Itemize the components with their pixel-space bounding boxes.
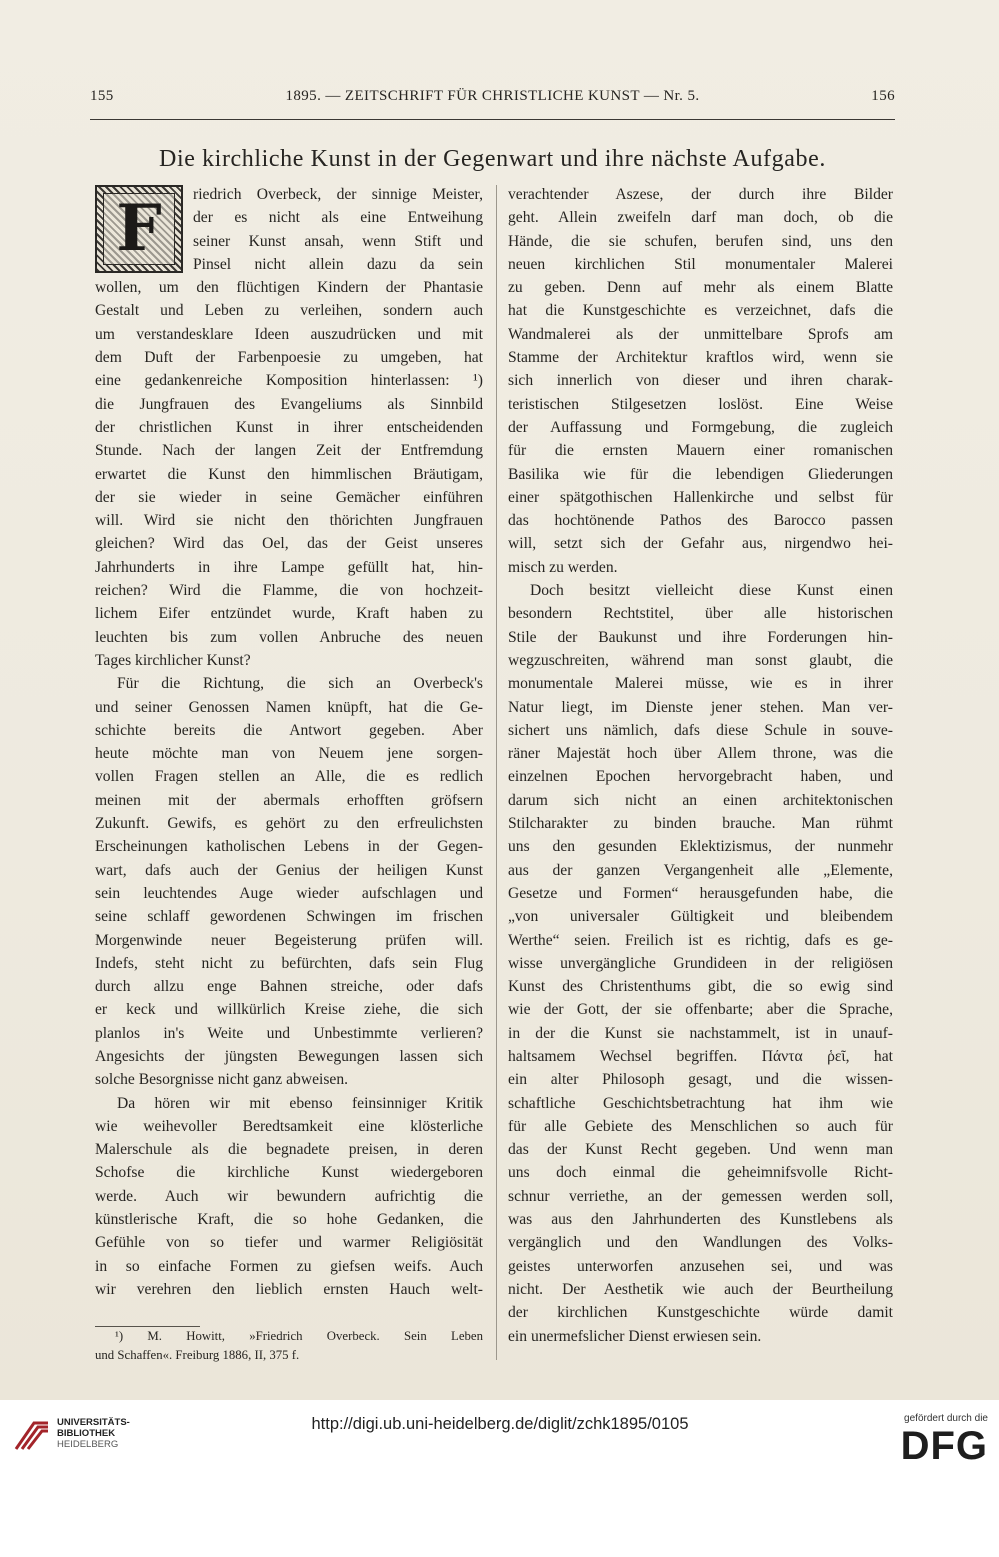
footnote-line: ¹) M. Howitt, »Friedrich Overbeck. Sein Leben — [115, 1329, 483, 1343]
text-line: um verstandesklare Ideen auszudrücken und mit — [95, 325, 483, 343]
text-line: künstlerische Kraft, die so hohe Gedanken, die — [95, 1211, 483, 1229]
text-line: Hände, die sie schufen, berufen sind, uns den — [508, 232, 893, 250]
text-line: der kirchlichen Kunstgeschichte würde damit — [508, 1304, 893, 1322]
article-title: Die kirchliche Kunst in der Gegenwart und ihre nächste Aufgabe. — [159, 146, 826, 172]
viewer-footer — [0, 1400, 999, 1557]
text-line: wart, dafs auch der Genius der heiligen Kunst — [95, 861, 483, 879]
text-line: hat die Kunstgeschichte es verzeichnet, dafs die — [508, 302, 893, 320]
text-line: sichert uns nämlich, dafs diese Schule in souve- — [508, 721, 893, 739]
text-line: misch zu werden. — [508, 558, 618, 576]
text-line: planlos in's Weite und Unbestimmte verlieren? — [95, 1024, 483, 1042]
text-line: Jahrhunderts in ihre Lampe gefüllt hat, hin- — [95, 558, 483, 576]
text-line: Zukunft. Gewifs, es gehört zu den erfreulichsten — [95, 815, 483, 833]
text-line: vollen Fragen stellen an Alle, die es redlich — [95, 768, 483, 786]
text-line: Basilika wie für die lebendigen Gliederungen — [508, 465, 893, 483]
text-line: zu geben. Denn auf mehr als einem Blatte — [508, 279, 893, 297]
drop-cap-letter: F — [116, 191, 162, 266]
text-line: Pinsel nicht allein dazu da sein — [193, 255, 483, 273]
text-line: ein alter Philosoph gesagt, und die wissen- — [508, 1071, 893, 1089]
running-head — [90, 88, 895, 108]
text-line: uns den gesunden Eklektizismus, der nunmehr — [508, 838, 893, 856]
text-line: vergänglich und den Wandlungen des Volks- — [508, 1234, 893, 1252]
text-line: wir verehren den lieblich ernsten Hauch welt- — [95, 1280, 483, 1298]
text-line: nicht. Der Aesthetik wie auch der Beurtheilung — [508, 1280, 893, 1298]
text-line: Erscheinungen katholischen Lebens in der Gegen- — [95, 838, 483, 856]
dfg-logo[interactable]: DFG — [900, 1424, 988, 1468]
funded-by-label: gefördert durch die — [904, 1413, 988, 1424]
footnote — [95, 1327, 483, 1365]
text-line: sich innerlich von dieser und ihren charak- — [508, 372, 893, 390]
text-line: räner Majestät hoch über Allem throne, was die — [508, 745, 893, 763]
text-line: ein unermefslicher Dienst erwiesen sein. — [508, 1327, 762, 1345]
text-line: Stamme der Architektur kraftlos wird, wenn sie — [508, 349, 893, 367]
text-line: die Jungfrauen des Evangeliums als Sinnbild — [95, 395, 483, 413]
text-line: neuen kirchlichen Stil monumentaler Malerei — [508, 255, 893, 273]
text-line: Tages kirchlicher Kunst? — [95, 651, 251, 669]
text-line: für die ernsten Mauern einer romanischen — [508, 442, 893, 460]
text-line: der Auffassung und Formgebung, die zugleich — [508, 418, 893, 436]
text-line: Angesichts der jüngsten Bewegungen lassen sich — [95, 1047, 483, 1065]
library-name-line1: UNIVERSITÄTS- — [57, 1417, 130, 1428]
text-line: Gesetze und Formen“ herausgefunden habe, die — [508, 884, 893, 902]
text-line: verachtender Aszese, der durch ihre Bilder — [508, 186, 893, 203]
text-line: geistes unterworfen anzusehen sei, und was — [508, 1257, 893, 1275]
text-line: Indefs, steht nicht zu befürchten, dafs sein Flug — [95, 954, 483, 972]
text-line: werde. Auch wir bewundern aufrichtig die — [95, 1187, 483, 1205]
text-line: Gestalt und Leben zu verleihen, sondern auch — [95, 302, 483, 320]
text-line: will, setzt sich der Gefahr aus, nirgendwo hei- — [508, 535, 893, 553]
text-line: leuchten bis zum vollen Anbruche des neuen — [95, 628, 483, 646]
header-rule — [90, 119, 895, 120]
text-line: Gefühle von so tiefer und warmer Religiösität — [95, 1234, 483, 1252]
text-line: Wandmalerei als der unmittelbare Sprofs am — [508, 325, 893, 343]
text-line: wollen, um den flüchtigen Kindern der Phantasie — [95, 279, 483, 297]
left-column — [95, 183, 483, 1301]
text-line: Malerschule als die begnadete preisen, in deren — [95, 1141, 483, 1159]
text-line: der christlichen Kunst in ihrer entscheidenden — [95, 418, 483, 436]
text-line: in der die Kunst sie nachstammelt, ist in unauf- — [508, 1024, 893, 1042]
text-line: wie der Gott, der sie offenbarte; aber die Sprache, — [508, 1001, 893, 1019]
text-line: der es nicht als eine Entweihung — [193, 209, 483, 227]
text-line: besondern Rechtstitel, über alle historischen — [508, 605, 893, 623]
text-line: Für die Richtung, die sich an Overbeck's — [117, 675, 483, 693]
text-line: seiner Kunst ansah, wenn Stift und — [193, 232, 483, 250]
text-line: will. Wird sie nicht den thörichten Jungfrauen — [95, 512, 483, 530]
text-line: Stunde. Nach der langen Zeit der Entfremdung — [95, 442, 483, 460]
text-line: wie weihevoller Beredtsamkeit eine klösterliche — [95, 1117, 483, 1135]
text-line: aus der ganzen Vergangenheit alle „Elemente, — [508, 861, 893, 879]
text-line: Da hören wir mit ebenso feinsinniger Kritik — [117, 1094, 483, 1112]
permalink-url[interactable]: http://digi.ub.uni-heidelberg.de/diglit/zchk1895/0105 — [311, 1415, 689, 1433]
text-line: seine schlaff gewordenen Schwingen im frischen — [95, 908, 483, 926]
text-line: schichte bereits die Antwort gegeben. Aber — [95, 721, 483, 739]
text-line: erwartet die Kunst den himmlischen Bräutigam, — [95, 465, 483, 483]
drop-cap-initial — [95, 185, 183, 273]
text-line: solche Besorgnisse nicht ganz abweisen. — [95, 1071, 349, 1089]
text-line: was aus den Jahrhunderten des Kunstlebens als — [508, 1211, 893, 1229]
text-line: dem Duft der Farbenpoesie zu umgeben, hat — [95, 349, 483, 367]
text-line: das der Kunst Recht gegeben. Und wenn man — [508, 1141, 893, 1159]
text-line: für alle Gebiete des Menschlichen so auch für — [508, 1117, 893, 1135]
text-line: riedrich Overbeck, der sinnige Meister, — [193, 186, 483, 203]
text-line: haltsamem Wechsel begriffen. Πάντα ῥεῖ, hat — [508, 1047, 893, 1065]
text-line: schnur verriethe, an der gemessen werden soll, — [508, 1187, 893, 1205]
text-line: Doch besitzt vielleicht diese Kunst einen — [530, 582, 893, 600]
text-line: er keck und willkürlich Kreise ziehe, die sich — [95, 1001, 483, 1019]
text-line: Stile der Baukunst und ihre Forderungen hin- — [508, 628, 893, 646]
text-line: reichen? Wird die Flamme, die von hochzeit- — [95, 582, 483, 600]
text-line: heute möchte man von Neuem jene sorgen- — [95, 745, 483, 763]
library-name-line2: BIBLIOTHEK — [57, 1428, 116, 1439]
text-line: eine gedankenreiche Komposition hinterlassen: ¹) — [95, 372, 483, 390]
text-line: durch allzu enge Bahnen streiche, oder dafs — [95, 978, 483, 996]
text-line: das hochtönende Pathos des Barocco passen — [508, 512, 893, 530]
footnote-line: und Schaffen«. Freiburg 1886, II, 375 f. — [95, 1348, 300, 1362]
text-line: wisse unvergängliche Grundideen in der religiösen — [508, 954, 893, 972]
text-line: einer spätgothischen Hallenkirche und selbst für — [508, 488, 893, 506]
text-line: Werthe“ seien. Freilich ist es richtig, dafs es ge- — [508, 931, 893, 949]
text-line: „von universaler Gültigkeit und bleibendem — [508, 908, 893, 926]
page-number-left: 155 — [90, 88, 114, 104]
text-line: meinen mit der abermals erhofften gröfsern — [95, 791, 483, 809]
library-name-line3: HEIDELBERG — [57, 1439, 119, 1450]
right-column — [508, 183, 893, 1348]
text-line: Schofse die kirchliche Kunst wiedergeboren — [95, 1164, 483, 1182]
text-line: und seiner Genossen Namen knüpft, hat die Ge- — [95, 698, 483, 716]
text-line: in so einfache Formen zu giefsen weifs. Auch — [95, 1257, 483, 1275]
text-line: darum sich nicht an einen architektonischen — [508, 791, 893, 809]
text-line: lichem Eifer entzündet wurde, Kraft haben zu — [95, 605, 483, 623]
column-divider — [496, 185, 497, 1360]
university-library-logo-icon[interactable] — [12, 1415, 52, 1451]
text-line: monumentale Malerei müsse, wie es in ihrer — [508, 675, 893, 693]
text-line: Kunst des Christenthums gibt, die so ewig sind — [508, 978, 893, 996]
text-line: gleichen? Wird das Oel, das der Geist unseres — [95, 535, 483, 553]
library-name — [57, 1417, 130, 1450]
text-line: einzelnen Epochen hervorgebracht haben, und — [508, 768, 893, 786]
text-line: der sie wieder in seine Gemächer einführen — [95, 488, 483, 506]
text-line: teristischen Stilgesetzen loslöst. Eine Weise — [508, 395, 893, 413]
text-line: uns doch einmal die geheimnifsvolle Richt- — [508, 1164, 893, 1182]
text-line: schaftliche Geschichtsbetrachtung hat ihm wie — [508, 1094, 893, 1112]
text-line: Natur liegt, im Dienste jener stehen. Man ver- — [508, 698, 893, 716]
journal-title: 1895. — ZEITSCHRIFT FÜR CHRISTLICHE KUNST — Nr. 5. — [285, 88, 700, 104]
text-line: Morgenwinde neuer Begeisterung prüfen will. — [95, 931, 483, 949]
page-number-right: 156 — [871, 88, 895, 104]
text-line: wegzuschreiten, während man sonst glaubt, die — [508, 651, 893, 669]
text-line: Stilcharakter zu binden brauche. Man rühmt — [508, 815, 893, 833]
text-line: sein leuchtendes Auge wieder aufschlagen und — [95, 884, 483, 902]
text-line: geht. Allein zweifeln darf man doch, ob die — [508, 209, 893, 227]
